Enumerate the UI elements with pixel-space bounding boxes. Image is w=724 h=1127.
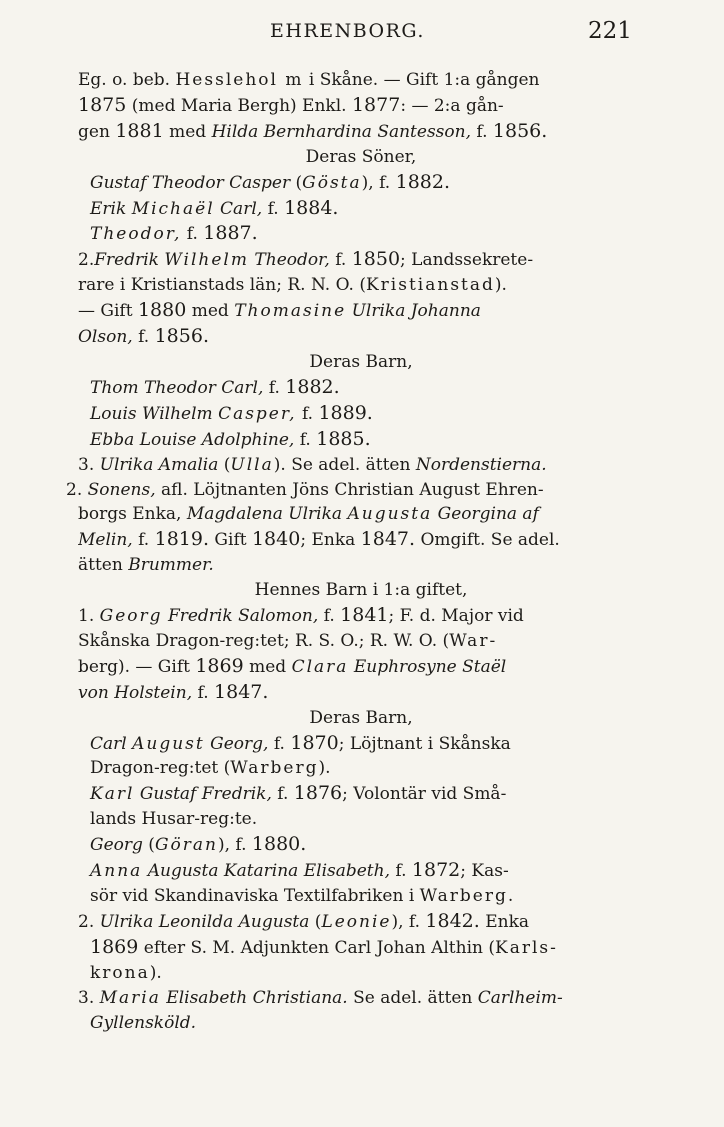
text-line: Ebba Louise Adolphine, f. 1885. (90, 427, 371, 450)
text-line: 1. Georg Fredrik Salomon, f. 1841; F. d. Major vid (78, 604, 524, 627)
text-line: Thom Theodor Carl, f. 1882. (90, 375, 340, 398)
text-line: Gyllensköld. (90, 1012, 197, 1033)
text-line: 3. Maria Elisabeth Christiana. Se adel. ätten Carlheim- (78, 987, 563, 1008)
text-line: Eg. o. beb. Hesslehol m i Skåne. — Gift 1:a gången (78, 70, 540, 90)
text-line: berg). — Gift 1869 med Clara Euphrosyne Staël (78, 654, 507, 677)
text-line: 2.Fredrik Wilhelm Theodor, f. 1850; Landssekrete- (78, 248, 534, 271)
section-heading: Deras Barn, (309, 351, 413, 372)
text-line: lands Husar-reg:te. (90, 809, 258, 830)
section-heading: Hennes Barn i 1:a giftet, (254, 580, 468, 601)
text-line: 1875 (med Maria Bergh) Enkl. 1877: — 2:a gån- (78, 93, 504, 116)
page-number: 221 (588, 18, 632, 44)
page-header (0, 18, 724, 48)
text-line: 2. Ulrika Leonilda Augusta (Leonie), f. 1842. Enka (78, 909, 530, 932)
text-line: Erik Michaël Carl, f. 1884. (90, 196, 339, 219)
text-line: Georg (Göran), f. 1880. (90, 833, 307, 856)
text-line: Melin, f. 1819. Gift 1840; Enka 1847. Omgift. Se adel. (78, 528, 560, 551)
text-line: rare i Kristianstads län; R. N. O. (Kristianstad). (78, 275, 507, 296)
body-text (66, 68, 644, 1035)
text-line: Louis Wilhelm Casper, f. 1889. (90, 401, 373, 424)
text-line: von Holstein, f. 1847. (78, 680, 269, 703)
section-heading: Deras Barn, (309, 707, 413, 728)
text-line: Anna Augusta Katarina Elisabeth, f. 1872; Kas- (90, 859, 509, 882)
text-line: Karl Gustaf Fredrik, f. 1876; Volontär vid Små- (90, 782, 507, 805)
text-line: Gustaf Theodor Casper (Gösta), f. 1882. (90, 170, 451, 193)
text-line: sör vid Skandinaviska Textilfabriken i Warberg. (90, 886, 516, 906)
text-line: 2. Sonens, afl. Löjtnanten Jöns Christian August Ehren- (66, 479, 544, 500)
text-line: krona). (90, 962, 162, 983)
text-line: 1869 efter S. M. Adjunkten Carl Johan Althin (Karls- (90, 935, 558, 958)
text-line: Carl August Georg, f. 1870; Löjtnant i Skånska (90, 731, 511, 754)
text-line: — Gift 1880 med Thomasine Ulrika Johanna (78, 299, 481, 322)
text-line: 3. Ulrika Amalia (Ulla). Se adel. ätten Nordenstierna. (78, 454, 547, 475)
text-line: ätten Brummer. (78, 555, 214, 576)
text-line: Dragon-reg:tet (Warberg). (90, 758, 331, 779)
text-line: Theodor, f. 1887. (90, 222, 258, 245)
text-line: Olson, f. 1856. (78, 325, 209, 348)
running-title: EHRENBORG. (270, 20, 425, 42)
text-line: Skånska Dragon-reg:tet; R. S. O.; R. W. O. (War- (78, 630, 498, 651)
text-line: gen 1881 med Hilda Bernhardina Santesson, f. 1856. (78, 119, 548, 142)
text-line: borgs Enka, Magdalena Ulrika Augusta Georgina af (78, 504, 539, 525)
section-heading: Deras Söner, (305, 146, 417, 167)
